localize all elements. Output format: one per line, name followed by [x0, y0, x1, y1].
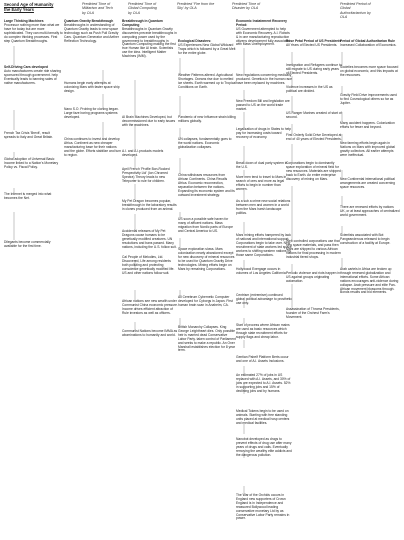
- node-text: A.I. and A.I.products models developed.: [122, 149, 164, 157]
- node-new-farming: [340, 142, 400, 158]
- node-centrism: [236, 294, 292, 306]
- node-new-regulations: [236, 74, 292, 86]
- node-dual-party: [236, 162, 292, 170]
- node-text: There are renewed efforts by nations UK, or at least approaches of centralized world government.: [340, 205, 400, 217]
- node-text: UN collapses, fundamentally goes to the world nations. Economic globalization collapses.: [178, 137, 232, 149]
- node-cerebrum-computer: [178, 296, 236, 308]
- node-text: Break down of dual party system in the U.S.: [236, 161, 288, 169]
- node-text: China continues to invest and develop Africa. Continent as new cheaper manufacturing base for their nations and the globe. Efforts stabilize and turn to region.: [64, 137, 122, 157]
- node-text: The Internet is merged into what becomes the Net.: [4, 192, 52, 200]
- node-cal-people: [122, 256, 178, 276]
- node-war-of-orchids: [236, 494, 292, 521]
- node-text: Scientists associated with Bot Pangeanderous released to begin construction of a facility at Europe.: [340, 233, 391, 245]
- node-communist-nations: [122, 330, 178, 338]
- node-text: Medical Tokens begin to be used on animals. Starting with free standing units placed at medical hosp centers and medical facilities.: [236, 409, 290, 425]
- node-text: All Cerebrum Cybernetic Computer developed for Cyborgs in Japan. First human brain scan in Anaheim, CA.: [178, 295, 233, 307]
- node-text: Breakthroughs in understanding of Quantum Gravity leads to new space technology such as Push Pull Gravity Cars. Quantum Generator and Aether Reflection Technology.: [64, 22, 119, 43]
- node-heading: Breakthrough in Quantum Computing: [122, 19, 163, 27]
- column-heading-3: Predicted 'Fire from the Sky' by OLA: [177, 2, 215, 11]
- node-space-exploration-slows: [178, 248, 236, 271]
- node-renewed-efforts: [340, 206, 400, 218]
- node-periodic-violence: [286, 272, 342, 284]
- node-teleporter-theory: [122, 168, 178, 184]
- node-text: An estimated 27% of jobs in US replaced with A.I. Assets, and 30% of jobs are expected to A.I. Assets. 52% in supporting jobs and 15% of declining jobs and by humans.: [236, 373, 291, 393]
- node-text: All Years of Elected US Presidents.: [286, 42, 338, 47]
- node-text: French Tax Crisis 'Brexit', result spreads to Italy and Great Britain.: [4, 131, 54, 139]
- node-scientists-facility: [340, 234, 400, 246]
- node-rose-petal-period: [286, 40, 342, 48]
- node-universal-basic-income: [4, 158, 60, 170]
- node-text: New Continental international political arrangements are created concerning space resources.: [340, 177, 395, 189]
- node-text: British Monarchy Collapses. King George Leightheart dies. Only possible heir is married dead Conservative Labor Party. taken control of Parliament and seeks to make a republic. An Oner Marshall establishes election for 8 year term.: [178, 325, 236, 353]
- node-jobs-replaced: [236, 374, 292, 394]
- node-text: African nations see new wealth under Communist China economic pressure. Income drives efficient attraction of Rule investors as well as officers.: [122, 299, 178, 315]
- node-text: Dilegants become commercially available for the first time.: [4, 240, 51, 248]
- node-gentian-platform: [236, 356, 292, 364]
- node-french-tax-crisis: [4, 132, 60, 140]
- node-text: New farming efforts begin again in Nations on Mars with improved global gravity collectors. All earlier attempts were ineffectual.: [340, 141, 395, 157]
- column-heading-2: Predicted Time of Global Computing by OLA: [128, 2, 157, 15]
- node-web-corporations: [286, 240, 342, 260]
- node-text: New regulations concerning medically produced. Genetics in the human race have been replaced by machines.: [236, 73, 292, 85]
- node-legalization-drugs: [236, 128, 292, 140]
- node-text: Weather Patterns altered. Agricultural Shortages. Oceans rise due to melted ice sheets. Earth warmed up to Tropical Conditions on Earth.: [178, 73, 236, 89]
- node-text: Nano S.O. Probing for cloning began. Large faze boring programs systems developed.: [64, 107, 119, 119]
- node-text: Hollywood Exergage occurs in volumes of Los Angeles California.: [236, 267, 287, 275]
- node-immigration: [286, 64, 342, 76]
- column-heading-6: Predicted Period of Global Authoritarianism by OLA: [340, 2, 371, 19]
- node-china-withdraws: [178, 174, 236, 197]
- node-text: US Experiences New Global Wildcard Traps which is followed by a Great Melt for the entire globe.: [178, 42, 236, 55]
- node-text: Start of process where African mains are used as basic resources which through state recruitment efforts for supply flags and cheap labor.: [236, 323, 290, 339]
- node-text: The War of the Orchids occurs in England new supporters of Crown England is in Independence and reassured Bollywood leading conservative monetary Ltd by as Conservative Labor Party remains in power.: [236, 493, 290, 521]
- node-ai-products: [122, 150, 178, 158]
- node-text: Societies becomes more space focused on global economic, and this impacts at the resources.: [340, 65, 399, 77]
- node-men-to-mars: [236, 176, 292, 192]
- node-text: First Orderly Solid Drive Developed at end of 40 years of Elected Presidents.: [286, 133, 342, 141]
- node-dilegants: [4, 241, 60, 249]
- column-heading-4: Predicted Time of Disaster by OLA: [232, 2, 261, 11]
- node-heading: Rose Petal Period of US Presidents: [286, 39, 342, 43]
- node-medical-tokens: [236, 410, 292, 426]
- node-text: Many accident happens. Colonization efforts for fewer and beyond.: [340, 121, 395, 129]
- node-text: Violence increases in the US as political are divided.: [286, 85, 333, 93]
- node-text: China withdraws resources from African Continents. China Recalls Africa. Economic reconnection, separation between the nations. Expanding its economic system and its outward investment strategy.: [178, 173, 235, 197]
- node-us-safe-haven: [178, 218, 236, 234]
- node-social-relations: [236, 200, 292, 216]
- node-text: Arab cartels in Africa are broken up through renewed globalization and international efforts. Some African nations encourages anti-violence during collapse. Arab pressure and elite Pan-African movement blossoms through. Bonds results and bid elements.: [340, 267, 399, 295]
- node-text: Increased Collaboration of Economics.: [340, 42, 397, 47]
- node-heading: Ecological Disasters:: [178, 39, 212, 43]
- node-text: Communist Nations become IMMA as abominations to humanity and world.: [122, 329, 178, 337]
- node-text: Immigration and Refugees continue to still migrate to US during early years of Elected Presidents.: [286, 63, 342, 75]
- node-assassination: [286, 308, 342, 320]
- node-african-wealth: [122, 300, 178, 316]
- node-text: Accidental releases of My Pet Dragons cause humans to be genetically modified creatures. UN resolutions and bans passed. Many nations, including the U.S. follow suit.: [122, 229, 177, 249]
- column-heading-1: Predicted Time of Militarism and Tech by OLA: [82, 2, 113, 15]
- node-text: Global adoption of Universal Basic Income linked to a Nation's Monetary Policy vs. Fiscal Policy.: [4, 157, 59, 169]
- node-text: Gravity Field Drive improvements used to find Cosmological others so far as Jupiter.: [340, 93, 397, 105]
- node-text: Centrism (extremism) continued global political advantage to prosthetic use only.: [236, 293, 292, 305]
- node-text: Pandemic of new Influence strain killing millions globally.: [178, 115, 236, 123]
- node-text: Assassination of Throma Presidents, founder of the Orchest Farm's Movement.: [286, 307, 340, 319]
- node-text: My Pet Dragon becomes popular, breakthrough in the laboratory results in clones produced from an animal.: [122, 199, 177, 211]
- node-mars-mining: [236, 234, 292, 257]
- node-text: Legalization of drugs in States to help pay for increasing costs toward recovery of economy.: [236, 127, 291, 139]
- node-text: Gentian Pabelf Platform Berts occur and one of A.I. Assets Inclusions.: [236, 355, 289, 363]
- node-text: Processor nothing more than what we have for today but are more sophisticated. They can multi-formally to do complex thinking processes. First step Quantum Breakthroughs.: [4, 22, 63, 43]
- node-many-accidents: [340, 122, 400, 130]
- node-space-focused: [340, 66, 400, 78]
- node-pandemic: [178, 116, 236, 124]
- node-text: As a sub a crime new social relations between men and women in a world from the Mars harsh landscape politics.: [236, 199, 291, 215]
- node-internet-merged: [4, 193, 60, 201]
- node-heading: Large Thinking Machines: [4, 19, 44, 23]
- node-text: Web controlled corporations use that new space materials, and pass then Mars are shipped to various African nations for final processing in modern industrial tiered shops.: [286, 239, 341, 259]
- node-text: US Ranger Marines created of start of second.: [286, 111, 342, 119]
- node-british-monarchy: [178, 326, 236, 353]
- node-un-collapses: [178, 138, 236, 150]
- node-hollywood: [236, 268, 292, 276]
- node-text: Periodic violence and riots happen in US against groups originating automation.: [286, 271, 340, 283]
- node-text: Corporations begin to dominantly space exploration of mineral field for new resources. Materials are shipped back to Earth. An entire enterprise discovery of mining on Mars.: [286, 161, 341, 181]
- node-text: Space exploration slows. Mars colonization nearly abandoned except for new discovery of mineral resources to be used for Quantum Gravity Drive technologies. Mining efforts begin on Mars by remaining Corporations.: [178, 247, 235, 271]
- node-quantum-computing: [122, 20, 178, 59]
- node-large-thinking-machines: [4, 20, 64, 43]
- diagram-title: Second Age of Humanity the Early Years: [4, 2, 54, 12]
- node-freedom-bill: [236, 100, 292, 112]
- node-heading: Self-Driving Cars developed: [4, 65, 48, 69]
- node-text: Mars mining efforts hampered by lack of national and international support. Corporations begin to take over. New recruitment of state workers led space workers to shifting western nations by those same Corporations.: [236, 233, 292, 257]
- node-text: Humans begin early attempts at colonizing Mars with faster space ship design.: [64, 81, 120, 93]
- node-quantum-gravity: [64, 20, 122, 43]
- node-continental-arrangements: [340, 178, 400, 190]
- node-nanobot-drugs: [236, 438, 292, 458]
- node-text: AI Brain Machines Developed, but decommissioned due to early issues with the machines.: [122, 115, 176, 127]
- node-text: US Government attempted to help with Economic Recovery. A.I. Robots & in one manufacturing reproduction citizens development fully associated with Mass Unemployment.: [236, 26, 291, 47]
- node-text: Breakthroughs in Quantum Gravity discoveries precede breakthroughs in computing power used by the government to breakthroughs in Quantum Computing making the first true Human like AI brain. Scientists use the idea. Intelligent Matter Machines (IMM).: [122, 26, 177, 59]
- node-violence-increases: [286, 86, 342, 94]
- node-self-driving-cars: [4, 66, 64, 86]
- node-text: Nanobot developed as drugs to prevent effects of drug use after many years of drugs and calls. Eventually removing the wealthy elite addicts and the dangerous pollution.: [236, 437, 292, 457]
- node-economic-recovery: [236, 20, 292, 47]
- node-ecological-disasters: [178, 40, 236, 56]
- node-heading: Economic Instatement Recovery Period:: [236, 19, 287, 27]
- node-ai-brain-machines: [122, 116, 178, 128]
- node-dragon-releases: [122, 230, 178, 250]
- node-china-africa: [64, 138, 122, 158]
- node-gravity-field-drive: [340, 94, 400, 106]
- node-text: Cal People of Melodies, Ltd. Discovered, Life among residents both polluting and protecting conscience genetically modified life. US and other nations follow suit.: [122, 255, 175, 275]
- node-african-mains: [236, 324, 292, 340]
- node-text: More men tend to travel to Mars in search of ores and more as legal efforts to begin in number than women.: [236, 175, 287, 191]
- node-ranger-marines: [286, 112, 342, 120]
- node-nano-probing: [64, 108, 122, 120]
- node-text: New Freedom Bill and legislation are passed to US on the world trade market.: [236, 99, 290, 111]
- node-text: Auto manufacturers create ride sharing sponsored through government. help Eventually leads to banning sales of native manufacturers.: [4, 68, 61, 85]
- node-orderly-solid-drive: [286, 134, 342, 142]
- node-heading: Period of Global Authoritarian Rule: [340, 39, 396, 43]
- node-global-authoritarian: [340, 40, 400, 48]
- node-weather-patterns: [178, 74, 236, 90]
- node-mars-colonizing: [64, 82, 122, 94]
- node-text: April French 'Profile Bon-Rocked Perspectivity Ltd' (Ion Chromed Spectra) Theory leads to new Teleporter to rule for children.: [122, 167, 170, 183]
- node-heading: Quantum Gravity Breakthrough: [64, 19, 114, 23]
- node-my-pet-dragon: [122, 200, 178, 212]
- node-text: US soon a possible safe haven for many of affluent nations. Mass migration from Nordic parts of Europe and Central America to US.: [178, 217, 233, 233]
- node-corporations-dominate: [286, 162, 342, 182]
- node-arab-cartels: [340, 268, 400, 295]
